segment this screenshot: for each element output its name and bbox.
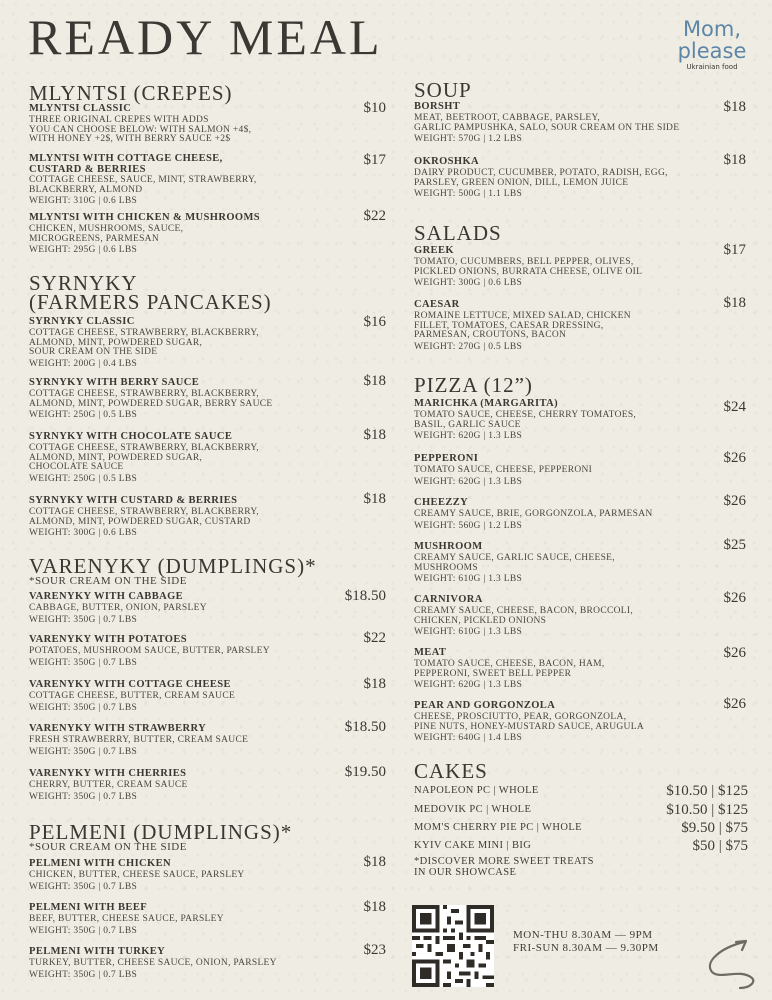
item-weight: WEIGHT: 300G | 0.6 LBS <box>414 278 523 289</box>
item-weight: WEIGHT: 610G | 1.3 LBS <box>414 574 523 585</box>
cake-name: MOM'S CHERRY PIE PC | WHOLE <box>414 822 582 833</box>
menu-item <box>414 245 734 289</box>
logo-tagline: Ukrainian food <box>686 63 738 71</box>
item-description: FRESH STRAWBERRY, BUTTER, CREAM SAUCE <box>29 735 249 745</box>
item-price: $26 <box>723 590 746 606</box>
item-price: $26 <box>723 493 746 509</box>
item-description: TOMATO SAUCE, CHEESE, BACON, HAM, PEPPERONI, SWEET BELL PEPPER <box>414 659 605 679</box>
brand-logo <box>672 18 752 71</box>
menu-item <box>29 634 329 669</box>
menu-title: READY MEAL <box>28 9 383 65</box>
item-name: MARICHKA (MARGARITA) <box>414 398 559 409</box>
cake-price: $10.50 | $125 <box>666 783 748 799</box>
item-weight: WEIGHT: 350G | 0.7 LBS <box>29 791 138 802</box>
item-description: POTATOES, MUSHROOM SAUCE, BUTTER, PARSLEY <box>29 646 270 656</box>
menu-item <box>29 723 329 758</box>
cake-row <box>414 802 748 820</box>
item-weight: WEIGHT: 350G | 0.7 LBS <box>29 969 138 980</box>
cake-row <box>414 838 748 856</box>
item-description: COTTAGE CHEESE, SAUCE, MINT, STRAWBERRY, BLACKBERRY, ALMOND <box>29 175 257 195</box>
item-weight: WEIGHT: 350G | 0.7 LBS <box>29 925 138 936</box>
item-description: CHEESE, PROSCIUTTO, PEAR, GORGONZOLA, PINE NUTS, HONEY-MUSTARD SAUCE, ARUGULA <box>414 712 644 732</box>
qr-code-icon[interactable] <box>412 905 494 987</box>
section-title-pelmeni: PELMENI (DUMPLINGS)* <box>29 820 293 844</box>
item-price: $17 <box>363 152 386 168</box>
menu-item <box>414 453 724 488</box>
hours-weekend: FRI-SUN 8.30AM — 9.30PM <box>513 942 659 954</box>
item-name: MUSHROOM <box>414 541 483 552</box>
item-description: CREAMY SAUCE, BRIE, GORGONZOLA, PARMESAN <box>414 509 653 519</box>
cake-name: KYIV CAKE MINI | BIG <box>414 840 532 851</box>
item-weight: WEIGHT: 295G | 0.6 LBS <box>29 245 138 256</box>
menu-item <box>29 591 329 626</box>
item-weight: WEIGHT: 350G | 0.7 LBS <box>29 614 138 625</box>
item-price: $18 <box>363 899 386 915</box>
item-price: $18 <box>363 854 386 870</box>
menu-item <box>414 497 724 532</box>
cake-name: MEDOVIK PC | WHOLE <box>414 804 532 815</box>
cake-row <box>414 783 748 801</box>
item-description: BEEF, BUTTER, CHEESE SAUCE, PARSLEY <box>29 914 224 924</box>
menu-item <box>29 495 359 539</box>
item-name: VARENYKY WITH CHERRIES <box>29 768 187 779</box>
section-title-mlyntsi: MLYNTSI (CREPES) <box>29 81 233 105</box>
menu-item <box>29 377 359 421</box>
item-weight: WEIGHT: 500G | 1.1 LBS <box>414 189 523 200</box>
menu-item <box>414 101 734 145</box>
menu-item <box>29 212 359 256</box>
item-description: CHERRY, BUTTER, CREAM SAUCE <box>29 780 188 790</box>
item-description: COTTAGE CHEESE, STRAWBERRY, BLACKBERRY, ALMOND, MINT, POWDERED SUGAR, SOUR CREAM ON THE SIDE <box>29 328 259 358</box>
item-description: CABBAGE, BUTTER, ONION, PARSLEY <box>29 603 207 613</box>
item-price: $23 <box>363 942 386 958</box>
item-name: CAESAR <box>414 299 460 310</box>
logo-line1: Mom, <box>682 17 742 41</box>
item-price: $18.50 <box>344 588 386 604</box>
item-weight: WEIGHT: 640G | 1.4 LBS <box>414 733 523 744</box>
item-name: GREEK <box>414 245 454 256</box>
menu-item <box>414 647 724 691</box>
item-name: MLYNTSI WITH CHICKEN & MUSHROOMS <box>29 212 260 223</box>
item-weight: WEIGHT: 250G | 0.5 LBS <box>29 473 138 484</box>
item-price: $10 <box>363 100 386 116</box>
item-price: $18 <box>363 427 386 443</box>
opening-hours <box>513 929 659 955</box>
item-price: $18 <box>723 152 746 168</box>
item-price: $17 <box>723 242 746 258</box>
cake-price: $9.50 | $75 <box>681 820 748 836</box>
item-name: MLYNTSI WITH COTTAGE CHEESE, CUSTARD & BERRIES <box>29 153 223 175</box>
item-price: $26 <box>723 645 746 661</box>
item-weight: WEIGHT: 250G | 0.5 LBS <box>29 410 138 421</box>
item-description: CREAMY SAUCE, CHEESE, BACON, BROCCOLI, CHICKEN, PICKLED ONIONS <box>414 606 634 626</box>
item-name: VARENYKY WITH POTATOES <box>29 634 187 645</box>
item-price: $18.50 <box>344 719 386 735</box>
menu-item <box>29 431 359 485</box>
item-name: CARNIVORA <box>414 594 483 605</box>
item-description: TOMATO, CUCUMBERS, BELL PEPPER, OLIVES, PICKLED ONIONS, BURRATA CHEESE, OLIVE OIL <box>414 257 643 277</box>
section-note-pelmeni: *SOUR CREAM ON THE SIDE <box>29 841 187 853</box>
menu-item <box>29 679 329 714</box>
menu-item <box>29 768 329 803</box>
hours-weekday: MON-THU 8.30AM — 9PM <box>513 929 653 941</box>
item-price: $25 <box>723 537 746 553</box>
menu-item <box>414 541 724 585</box>
item-description: MEAT, BEETROOT, CABBAGE, PARSLEY, GARLIC PAMPUSHKA, SALO, SOUR CREAM ON THE SIDE <box>414 113 680 133</box>
item-weight: WEIGHT: 570G | 1.2 LBS <box>414 134 523 145</box>
menu-item <box>414 299 734 353</box>
item-description: TURKEY, BUTTER, CHEESE SAUCE, ONION, PARSLEY <box>29 958 277 968</box>
item-name: VARENYKY WITH STRAWBERRY <box>29 723 207 734</box>
item-description: COTTAGE CHEESE, STRAWBERRY, BLACKBERRY, ALMOND, MINT, POWDERED SUGAR, CHOCOLATE SAUCE <box>29 443 259 473</box>
item-description: CREAMY SAUCE, GARLIC SAUCE, CHEESE, MUSHROOMS <box>414 553 615 573</box>
item-name: VARENYKY WITH COTTAGE CHEESE <box>29 679 231 690</box>
item-description: COTTAGE CHEESE, BUTTER, CREAM SAUCE <box>29 691 236 701</box>
item-weight: WEIGHT: 350G | 0.7 LBS <box>29 657 138 668</box>
item-name: MEAT <box>414 647 447 658</box>
section-note-varenyky: *SOUR CREAM ON THE SIDE <box>29 575 187 587</box>
item-weight: WEIGHT: 200G | 0.4 LBS <box>29 358 138 369</box>
item-weight: WEIGHT: 310G | 0.6 LBS <box>29 196 138 207</box>
item-name: OKROSHKA <box>414 156 480 167</box>
item-name: SYRNYKY WITH BERRY SAUCE <box>29 377 200 388</box>
item-weight: WEIGHT: 620G | 1.3 LBS <box>414 680 523 691</box>
item-name: PEPPERONI <box>414 453 479 464</box>
menu-item <box>29 153 359 207</box>
item-name: SYRNYKY CLASSIC <box>29 316 135 327</box>
item-name: MLYNTSI CLASSIC <box>29 103 132 114</box>
item-description: COTTAGE CHEESE, STRAWBERRY, BLACKBERRY, ALMOND, MINT, POWDERED SUGAR, BERRY SAUCE <box>29 389 273 409</box>
item-description: DAIRY PRODUCT, CUCUMBER, POTATO, RADISH, EGG, PARSLEY, GREEN ONION, DILL, LEMON JUICE <box>414 168 668 188</box>
item-weight: WEIGHT: 350G | 0.7 LBS <box>29 702 138 713</box>
item-name: PEAR AND GORGONZOLA <box>414 700 556 711</box>
cake-price: $10.50 | $125 <box>666 802 748 818</box>
section-title-cakes: CAKES <box>414 759 488 783</box>
item-weight: WEIGHT: 610G | 1.3 LBS <box>414 627 523 638</box>
item-weight: WEIGHT: 350G | 0.7 LBS <box>29 881 138 892</box>
cake-price: $50 | $75 <box>692 838 748 854</box>
cake-name: NAPOLEON PC | WHOLE <box>414 785 539 796</box>
item-weight: WEIGHT: 620G | 1.3 LBS <box>414 431 523 442</box>
item-name: PELMENI WITH BEEF <box>29 902 148 913</box>
menu-item <box>29 858 329 893</box>
item-weight: WEIGHT: 620G | 1.3 LBS <box>414 476 523 487</box>
menu-item <box>414 398 724 442</box>
menu-item <box>414 594 724 638</box>
logo-line2: please <box>677 39 747 63</box>
item-name: PELMENI WITH TURKEY <box>29 946 166 957</box>
menu-item <box>414 156 734 200</box>
section-title-syrnyky: SYRNYKY <box>29 271 138 295</box>
item-price: $26 <box>723 450 746 466</box>
item-price: $18 <box>723 295 746 311</box>
item-weight: WEIGHT: 350G | 0.7 LBS <box>29 746 138 757</box>
menu-item <box>29 316 359 370</box>
item-price: $18 <box>363 491 386 507</box>
item-name: SYRNYKY WITH CHOCOLATE SAUCE <box>29 431 233 442</box>
item-name: BORSHT <box>414 101 461 112</box>
item-price: $22 <box>363 208 386 224</box>
item-price: $19.50 <box>344 764 386 780</box>
section-title-syrnyky-sub: (FARMERS PANCAKES) <box>29 290 272 314</box>
item-price: $18 <box>363 373 386 389</box>
item-description: THREE ORIGINAL CREPES WITH ADDS YOU CAN CHOOSE BELOW: WITH SALMON +4$, WITH HONEY +2$, WITH BERRY SAUCE +2$ <box>29 115 252 145</box>
menu-item <box>414 700 724 744</box>
item-name: CHEEZZY <box>414 497 469 508</box>
item-price: $22 <box>363 630 386 646</box>
item-weight: WEIGHT: 270G | 0.5 LBS <box>414 341 523 352</box>
section-title-varenyky: VARENYKY (DUMPLINGS)* <box>29 554 317 578</box>
item-description: TOMATO SAUCE, CHEESE, PEPPERONI <box>414 465 593 475</box>
item-price: $26 <box>723 696 746 712</box>
menu-item <box>29 103 359 145</box>
item-name: VARENYKY WITH CABBAGE <box>29 591 184 602</box>
menu-item <box>29 946 329 981</box>
item-description: TOMATO SAUCE, CHEESE, CHERRY TOMATOES, BASIL, GARLIC SAUCE <box>414 410 637 430</box>
swirl-arrow-icon <box>700 938 762 997</box>
showcase-note: *DISCOVER MORE SWEET TREATS IN OUR SHOWCASE <box>414 856 594 878</box>
item-price: $24 <box>723 399 746 415</box>
section-title-soup: SOUP <box>414 78 472 102</box>
section-title-pizza: PIZZA (12”) <box>414 373 533 397</box>
item-price: $16 <box>363 314 386 330</box>
item-description: CHICKEN, BUTTER, CHEESE SAUCE, PARSLEY <box>29 870 245 880</box>
item-weight: WEIGHT: 560G | 1.2 LBS <box>414 520 523 531</box>
section-title-salads: SALADS <box>414 221 502 245</box>
item-name: PELMENI WITH CHICKEN <box>29 858 171 869</box>
item-description: CHICKEN, MUSHROOMS, SAUCE, MICROGREENS, PARMESAN <box>29 224 184 244</box>
item-price: $18 <box>363 676 386 692</box>
item-price: $18 <box>723 99 746 115</box>
item-weight: WEIGHT: 300G | 0.6 LBS <box>29 528 138 539</box>
cake-row <box>414 820 748 838</box>
item-description: COTTAGE CHEESE, STRAWBERRY, BLACKBERRY, ALMOND, MINT, POWDERED SUGAR, CUSTARD <box>29 507 259 527</box>
item-description: ROMAINE LETTUCE, MIXED SALAD, CHICKEN FILLET, TOMATOES, CAESAR DRESSING, PARMESAN, CROUTONS, BACON <box>414 311 631 341</box>
menu-item <box>29 902 329 937</box>
item-name: SYRNYKY WITH CUSTARD & BERRIES <box>29 495 238 506</box>
